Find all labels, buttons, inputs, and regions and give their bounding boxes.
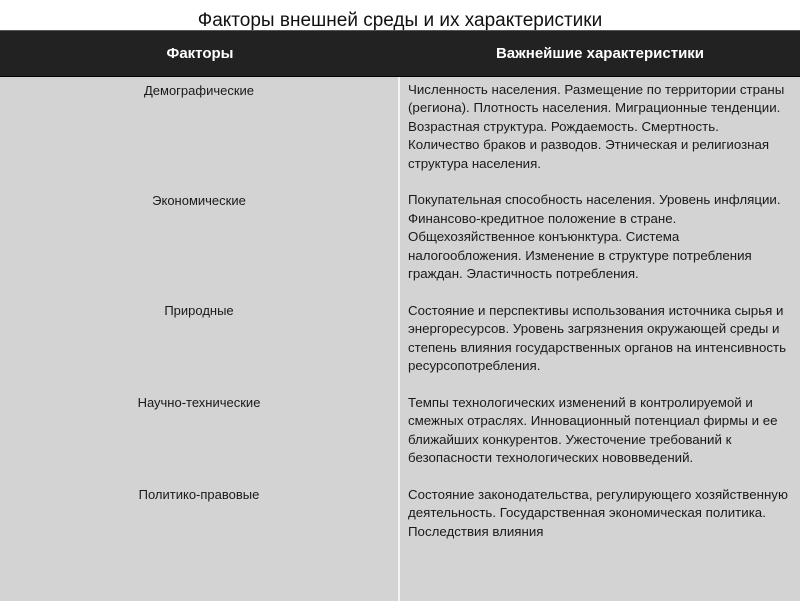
description-economic: Покупательная способность населения. Уровень инфляции. Финансово-кредитное положение в стране. Общехозяйственное конъюнктура. Система налогообложения. Изменение в структуре потребления граждан. Эластичность потребления. [408, 192, 781, 282]
description-natural: Состояние и перспективы использования источника сырья и энергоресурсов. Уровень загрязнения окружающей среды и степень влияния государственных органов на интенсивность ресурсопотребления. [408, 302, 787, 374]
factors-table [0, 30, 800, 601]
factor-demographic: Демографические [143, 83, 255, 98]
factor-scientific-technical: Научно-технические [137, 395, 261, 410]
page-title: Факторы внешней среды и их характеристики [197, 10, 603, 31]
description-political-legal: Состояние законодательства, регулирующего хозяйственную деятельность. Государственная экономическая политика. Последствия влияния [408, 486, 788, 539]
column-header-factors: Факторы [166, 45, 234, 62]
characteristics-column [400, 77, 800, 601]
table-header-row [0, 31, 800, 77]
description-demographic: Численность населения. Размещение по территории страны (региона). Плотность населения. Миграционные тенденции. Возрастная структура. Рождаемость. Смертность. Количество браков и разводов. Этническая и религиозная структура населения. [408, 82, 785, 171]
column-header-characteristics: Важнейшие характеристики [495, 45, 705, 62]
factors-column [0, 77, 400, 601]
factor-economic: Экономические [152, 193, 246, 208]
factor-political-legal: Политико-правовые [138, 487, 260, 502]
description-scientific-technical: Темпы технологических изменений в контролируемой и смежных отраслях. Инновационный потенциал фирмы и ее ближайших конкурентов. Ужесточение требований к безопасности технологических нововведений. [408, 394, 778, 466]
factor-natural: Природные [164, 303, 234, 318]
table-body-row [0, 77, 800, 601]
